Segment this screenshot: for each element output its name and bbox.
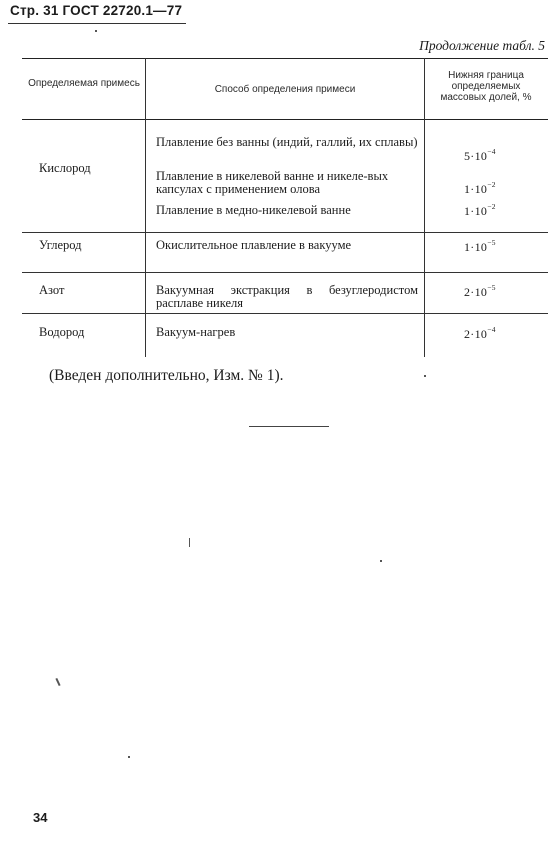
method-cell: Вакуумная экстракция в безуглеродистом расплаве никеля: [156, 283, 418, 310]
limit-value: $1\cdot 10^{-2}$: [464, 202, 496, 218]
method-cell: Окислительное плавление в вакууме: [156, 238, 352, 252]
impurity-carbon: Углерод: [39, 238, 82, 252]
table-top-rule: [22, 58, 548, 59]
column-header-limit: Нижняя граница определяемых массовых долей, %: [440, 70, 532, 103]
amendment-note: (Введен дополнительно, Изм. № 1).: [49, 367, 284, 384]
method-cell: Плавление в никелевой ванне и никеле-вых капсулах с применением олова: [156, 169, 389, 196]
method-cell: Плавление без ванны (индий, галлий, их сплавы): [156, 135, 418, 149]
scan-speck: [189, 538, 190, 547]
page-number: 34: [33, 810, 48, 825]
impurity-oxygen: Кислород: [39, 161, 91, 175]
method-cell: Плавление в медно-никелевой ванне: [156, 203, 351, 217]
column-header-method: Способ определения примеси: [214, 84, 356, 95]
row-separator: [22, 232, 548, 233]
limit-value: $2\cdot 10^{-4}$: [464, 325, 496, 341]
footer-rule: [249, 426, 329, 427]
row-separator: [22, 313, 548, 314]
column-header-impurity: Определяемая примесь: [28, 78, 140, 89]
scan-speck: [128, 756, 130, 758]
header-rule: [8, 23, 186, 24]
limit-value: $1\cdot 10^{-2}$: [464, 180, 496, 196]
scan-speck: [95, 30, 97, 32]
impurity-table: [22, 58, 548, 357]
scan-speck: [424, 375, 426, 377]
impurity-nitrogen: Азот: [39, 283, 65, 297]
scan-speck: [55, 678, 60, 686]
limit-value: $1\cdot 10^{-5}$: [464, 238, 496, 254]
column-divider: [145, 58, 146, 357]
table-header-rule: [22, 119, 548, 120]
column-divider: [424, 58, 425, 357]
impurity-hydrogen: Водород: [39, 325, 85, 339]
limit-value: $2\cdot 10^{-5}$: [464, 283, 496, 299]
method-cell: Вакуум-нагрев: [156, 325, 236, 339]
scan-speck: [380, 560, 382, 562]
limit-value: $5\cdot 10^{-4}$: [464, 147, 496, 163]
running-title: Стр. 31 ГОСТ 22720.1—77: [10, 3, 183, 18]
row-separator: [22, 272, 548, 273]
table-continuation-label: Продолжение табл. 5: [419, 38, 545, 53]
